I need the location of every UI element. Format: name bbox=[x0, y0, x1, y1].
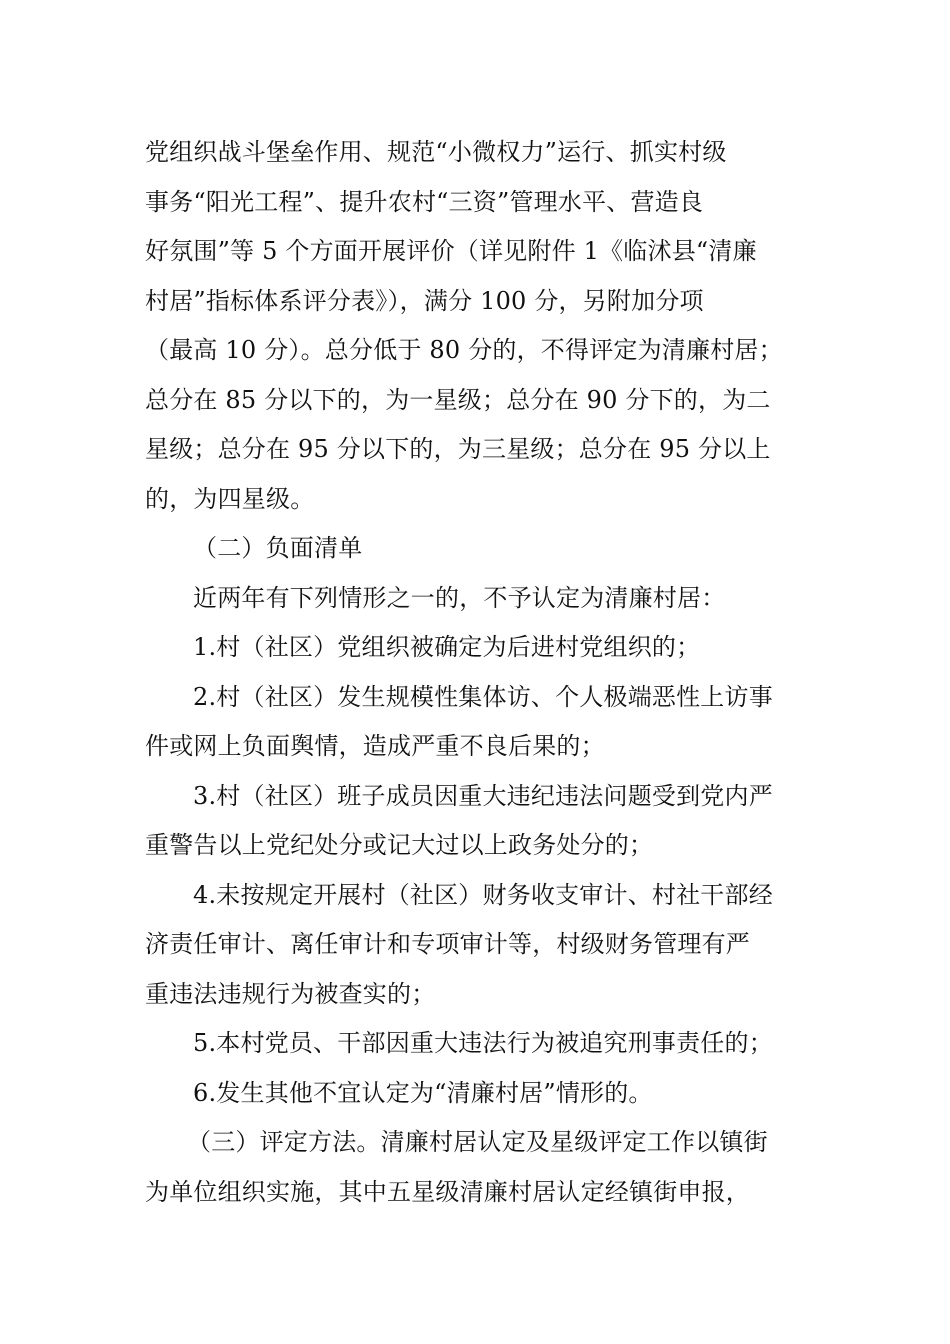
document-body bbox=[145, 128, 815, 1217]
paragraph-line: 总分在 85 分以下的，为一星级；总分在 90 分下的，为二 bbox=[145, 385, 771, 414]
list-item: 1.村（社区）党组织被确定为后进村党组织的； bbox=[193, 633, 701, 661]
paragraph-line: 星级；总分在 95 分以下的，为三星级；总分在 95 分以上 bbox=[145, 435, 771, 463]
list-item-continuation: 重违法违规行为被查实的； bbox=[145, 979, 436, 1008]
paragraph-line: 好氛围”等 5 个方面开展评价（详见附件 1《临沭县“清廉 bbox=[145, 237, 757, 265]
list-item: 4.未按规定开展村（社区）财务收支审计、村社干部经 bbox=[193, 880, 773, 909]
paragraph-line: 近两年有下列情形之一的，不予认定为清廉村居： bbox=[193, 583, 726, 612]
section-heading-evaluation-method: （三）评定方法。清廉村居认定及星级评定工作以镇街 bbox=[187, 1128, 768, 1156]
paragraph-line: 的，为四星级。 bbox=[145, 484, 315, 513]
list-item: 6.发生其他不宜认定为“清廉村居”情形的。 bbox=[193, 1078, 653, 1107]
paragraph-line: 事务“阳光工程”、提升农村“三资”管理水平、营造良 bbox=[145, 187, 704, 216]
list-item-continuation: 件或网上负面舆情，造成严重不良后果的； bbox=[145, 732, 605, 760]
paragraph-line: 村居”指标体系评分表》），满分 100 分，另附加分项 bbox=[145, 286, 704, 315]
list-item-continuation: 重警告以上党纪处分或记大过以上政务处分的； bbox=[145, 831, 654, 859]
list-item: 2.村（社区）发生规模性集体访、个人极端恶性上访事 bbox=[193, 682, 773, 711]
paragraph-line: 为单位组织实施，其中五星级清廉村居认定经镇街申报， bbox=[145, 1177, 750, 1206]
paragraph-line: （最高 10 分）。总分低于 80 分的，不得评定为清廉村居； bbox=[145, 336, 783, 364]
list-item: 5.本村党员、干部因重大违法行为被追究刑事责任的； bbox=[193, 1029, 773, 1057]
section-heading-negative-list: （二）负面清单 bbox=[193, 534, 363, 562]
paragraph-line: 党组织战斗堡垒作用、规范“小微权力”运行、抓实村级 bbox=[145, 138, 727, 166]
list-item: 3.村（社区）班子成员因重大违纪违法问题受到党内严 bbox=[193, 781, 773, 810]
list-item-continuation: 济责任审计、离任审计和专项审计等，村级财务管理有严 bbox=[145, 930, 750, 958]
